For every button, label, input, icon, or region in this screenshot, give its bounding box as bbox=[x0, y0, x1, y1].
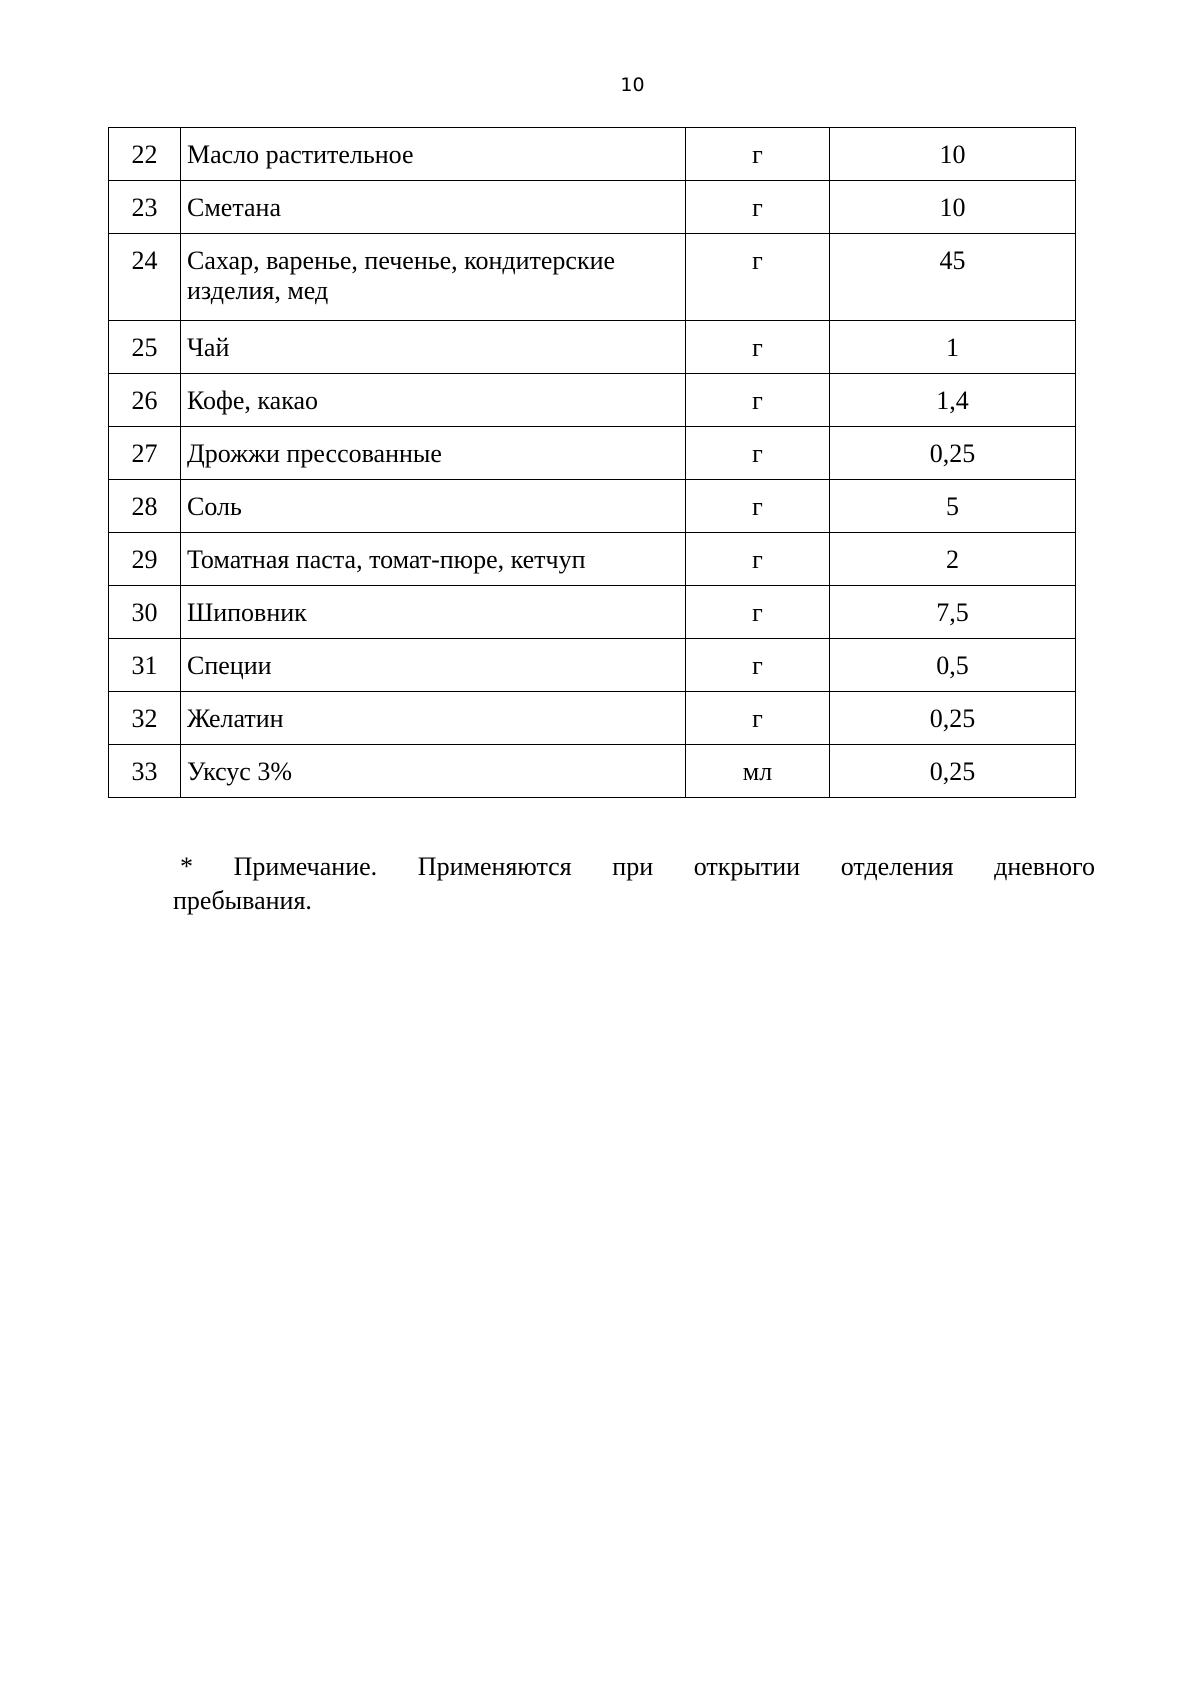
row-number: 25 bbox=[109, 321, 181, 374]
footnote-line-2: пребывания. bbox=[173, 886, 312, 915]
product-name: Сахар, варенье, печенье, кондитерские изделия, мед bbox=[181, 234, 686, 321]
table-row bbox=[109, 427, 1076, 480]
footnote-line-1: * Примечание. Применяются при открытии отделения дневного bbox=[180, 852, 1095, 881]
unit: г bbox=[686, 181, 830, 234]
row-number: 23 bbox=[109, 181, 181, 234]
unit: г bbox=[686, 586, 830, 639]
quantity: 7,5 bbox=[830, 586, 1076, 639]
product-name: Сметана bbox=[181, 181, 686, 234]
unit: г bbox=[686, 692, 830, 745]
unit: г bbox=[686, 128, 830, 181]
product-name: Желатин bbox=[181, 692, 686, 745]
unit: г bbox=[686, 374, 830, 427]
table-row bbox=[109, 586, 1076, 639]
unit: мл bbox=[686, 745, 830, 798]
table-row bbox=[109, 374, 1076, 427]
unit: г bbox=[686, 234, 830, 321]
page-number: 10 bbox=[620, 74, 645, 96]
unit: г bbox=[686, 321, 830, 374]
row-number: 24 bbox=[109, 234, 181, 321]
product-name: Дрожжи прессованные bbox=[181, 427, 686, 480]
footnote bbox=[173, 850, 1095, 918]
food-norms-table bbox=[108, 127, 1076, 798]
quantity: 2 bbox=[830, 533, 1076, 586]
product-name: Соль bbox=[181, 480, 686, 533]
quantity: 0,5 bbox=[830, 639, 1076, 692]
quantity: 1 bbox=[830, 321, 1076, 374]
table-row bbox=[109, 745, 1076, 798]
product-name: Шиповник bbox=[181, 586, 686, 639]
row-number: 32 bbox=[109, 692, 181, 745]
quantity: 0,25 bbox=[830, 745, 1076, 798]
product-name: Уксус 3% bbox=[181, 745, 686, 798]
row-number: 30 bbox=[109, 586, 181, 639]
row-number: 33 bbox=[109, 745, 181, 798]
row-number: 29 bbox=[109, 533, 181, 586]
quantity: 0,25 bbox=[830, 692, 1076, 745]
row-number: 26 bbox=[109, 374, 181, 427]
quantity: 45 bbox=[830, 234, 1076, 321]
product-name: Кофе, какао bbox=[181, 374, 686, 427]
table-row bbox=[109, 533, 1076, 586]
product-name: Масло растительное bbox=[181, 128, 686, 181]
unit: г bbox=[686, 480, 830, 533]
table-row bbox=[109, 234, 1076, 321]
row-number: 28 bbox=[109, 480, 181, 533]
product-name: Специи bbox=[181, 639, 686, 692]
table-row bbox=[109, 639, 1076, 692]
quantity: 0,25 bbox=[830, 427, 1076, 480]
table-row bbox=[109, 480, 1076, 533]
quantity: 5 bbox=[830, 480, 1076, 533]
row-number: 22 bbox=[109, 128, 181, 181]
table-row bbox=[109, 321, 1076, 374]
quantity: 1,4 bbox=[830, 374, 1076, 427]
product-name: Чай bbox=[181, 321, 686, 374]
table-row bbox=[109, 181, 1076, 234]
quantity: 10 bbox=[830, 181, 1076, 234]
unit: г bbox=[686, 427, 830, 480]
row-number: 27 bbox=[109, 427, 181, 480]
table-row bbox=[109, 128, 1076, 181]
row-number: 31 bbox=[109, 639, 181, 692]
table-row bbox=[109, 692, 1076, 745]
quantity: 10 bbox=[830, 128, 1076, 181]
unit: г bbox=[686, 639, 830, 692]
product-name: Томатная паста, томат-пюре, кетчуп bbox=[181, 533, 686, 586]
unit: г bbox=[686, 533, 830, 586]
